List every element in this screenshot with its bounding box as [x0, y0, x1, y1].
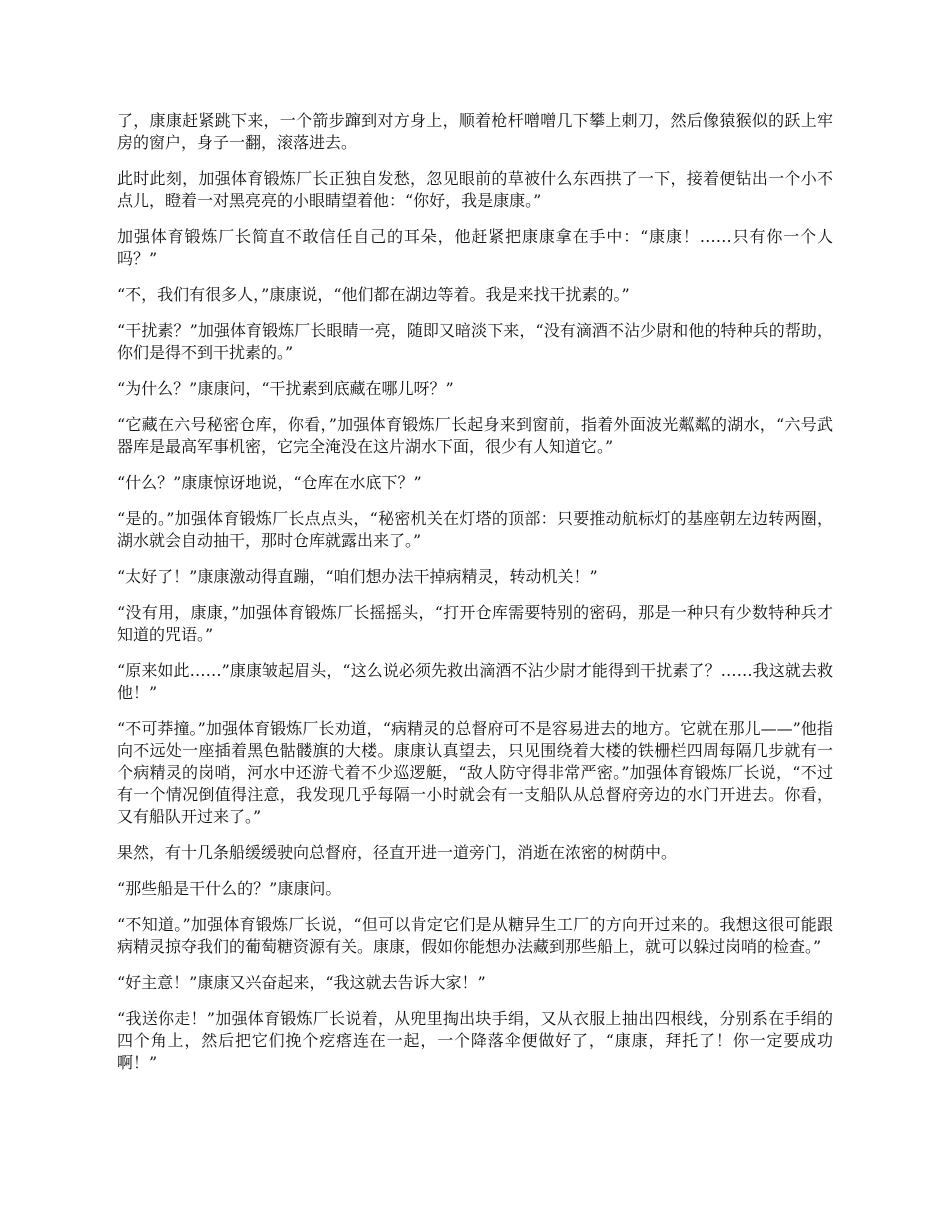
paragraph-4: “不，我们有很多人，”康康说，“他们都在湖边等着。我是来找干扰素的。” [117, 285, 630, 304]
paragraph-11: “没有用，康康，”加强体育锻炼厂长摇摇头，“打开仓库需要特别的密码，那是一种只有少数特种兵才知道的咒语。” [117, 603, 833, 644]
paragraph-3: 加强体育锻炼厂长简直不敢信任自己的耳朵，他赶紧把康康拿在手中：“康康！……只有你一个人吗？” [117, 227, 833, 268]
paragraph-9: “是的。”加强体育锻炼厂长点点头，“秘密机关在灯塔的顶部：只要推动航标灯的基座朝左边转两圈，湖水就会自动抽干，那时仓库就露出来了。” [117, 509, 833, 550]
paragraph-1: 了，康康赶紧跳下来，一个箭步蹿到对方身上，顺着枪杆噌噌几下攀上刺刀，然后像猿猴似的跃上牢房的窗户，身子一翻，滚落进去。 [117, 111, 833, 152]
paragraph-5: “干扰素？”加强体育锻炼厂长眼睛一亮，随即又暗淡下来，“没有滴酒不沾少尉和他的特种兵的帮助，你们是得不到干扰素的。” [117, 321, 833, 362]
paragraph-8: “什么？”康康惊讶地说，“仓库在水底下？” [117, 473, 422, 492]
paragraph-12: “原来如此……”康康皱起眉头，“这么说必须先救出滴酒不沾少尉才能得到干扰素了？……我这就去救他！” [117, 661, 833, 702]
paragraph-13: “不可莽撞。”加强体育锻炼厂长劝道，“病精灵的总督府可不是容易进去的地方。它就在那儿——”他指向不远处一座插着黑色骷髅旗的大楼。康康认真望去，只见围绕着大楼的铁栅栏四周每隔几步就有一个病精灵的岗哨，河水中还游弋着不少巡逻艇，“敌人防守得非常严密。”加强体育锻炼厂长说，“不过有一个情况倒值得注意，我发现几乎每隔一小时就会有一支船队从总督府旁边的水门开进去。你看，又有船队开过来了。” [117, 719, 833, 826]
paragraph-18: “我送你走！”加强体育锻炼厂长说着，从兜里掏出块手绢，又从衣服上抽出四根线，分别系在手绢的四个角上，然后把它们挽个疙瘩连在一起，一个降落伞便做好了，“康康，拜托了！你一定要成功啊！” [117, 1009, 833, 1072]
paragraph-17: “好主意！”康康又兴奋起来，“我这就去告诉大家！” [117, 973, 486, 992]
paragraph-16: “不知道。”加强体育锻炼厂长说，“但可以肯定它们是从糖异生工厂的方向开过来的。我想这很可能跟病精灵掠夺我们的葡萄糖资源有关。康康，假如你能想办法藏到那些船上，就可以躲过岗哨的检查。” [117, 915, 833, 956]
paragraph-7: “它藏在六号秘密仓库，你看，”加强体育锻炼厂长起身来到窗前，指着外面波光粼粼的湖水，“六号武器库是最高军事机密，它完全淹没在这片湖水下面，很少有人知道它。” [117, 415, 833, 456]
paragraph-2: 此时此刻，加强体育锻炼厂长正独自发愁，忽见眼前的草被什么东西拱了一下，接着便钻出一个小不点儿，瞪着一对黑亮亮的小眼睛望着他：“你好，我是康康。” [117, 169, 833, 210]
document-page [117, 110, 833, 1088]
paragraph-10: “太好了！”康康激动得直蹦，“咱们想办法干掉病精灵，转动机关！” [117, 567, 598, 586]
paragraph-6: “为什么？”康康问，“干扰素到底藏在哪儿呀？” [117, 379, 454, 398]
paragraph-14: 果然，有十几条船缓缓驶向总督府，径直开进一道旁门，消逝在浓密的树荫中。 [117, 843, 678, 862]
paragraph-15: “那些船是干什么的？”康康问。 [117, 879, 342, 898]
